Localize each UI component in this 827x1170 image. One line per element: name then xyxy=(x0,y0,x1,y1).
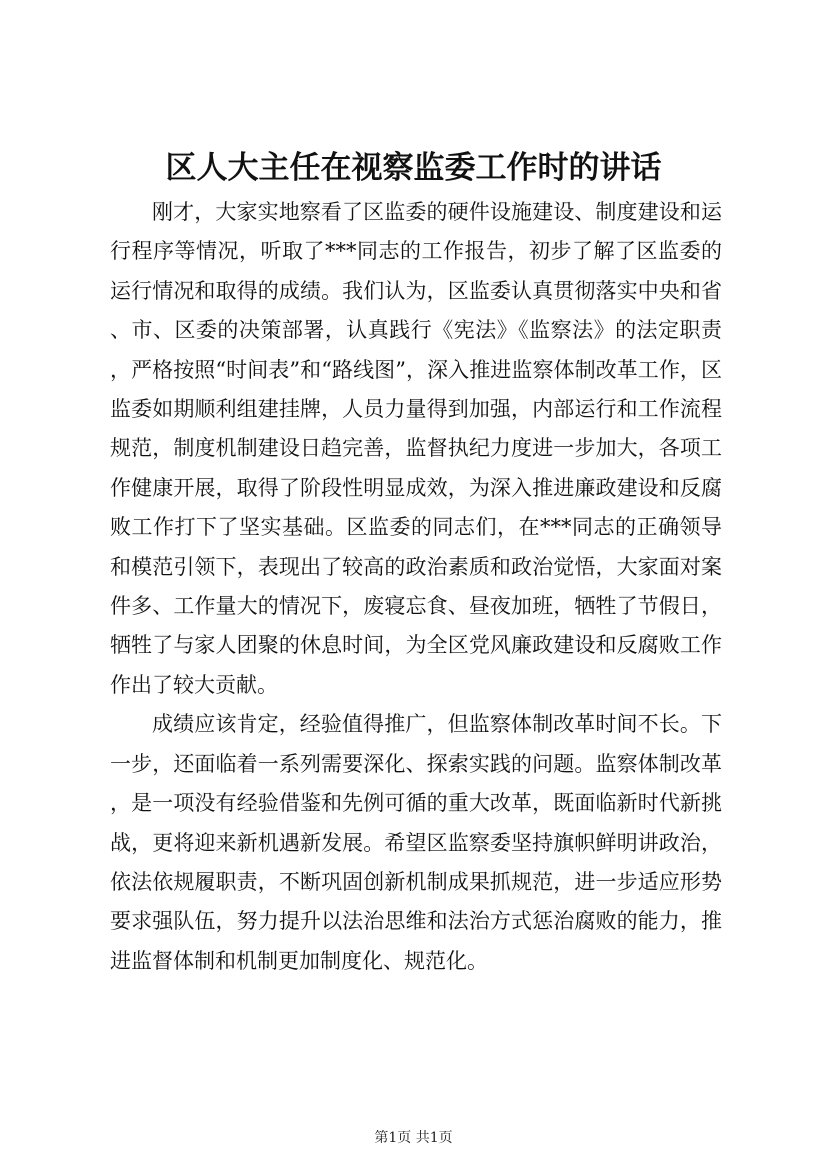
paragraph-1: 刚才，大家实地察看了区监委的硬件设施建设、制度建设和运行程序等情况，听取了***同志的工作报告，初步了解了区监委的运行情况和取得的成绩。我们认为，区监委认真贯彻落实中央和省、市、区委的决策部署，认真践行《宪法》《监察法》的法定职责，严格按照“时间表”和“路线图”，深入推进监察体制改革工作，区监委如期顺利组建挂牌，人员力量得到加强，内部运行和工作流程规范，制度机制建设日趋完善，监督执纪力度进一步加大，各项工作健康开展，取得了阶段性明显成效，为深入推进廉政建设和反腐败工作打下了坚实基础。区监委的同志们，在***同志的正确领导和模范引领下，表现出了较高的政治素质和政治觉悟，大家面对案件多、工作量大的情况下，废寝忘食、昼夜加班，牺牲了节假日，牺牲了与家人团聚的休息时间，为全区党风廉政建设和反腐败工作作出了较大贡献。 xyxy=(110,200,722,697)
document-title: 区人大主任在视察监委工作时的讲话 xyxy=(165,150,662,186)
page-footer: 第1页 共1页 xyxy=(374,1130,453,1146)
document-body xyxy=(110,193,722,981)
paragraph-2: 成绩应该肯定，经验值得推广，但监察体制改革时间不长。下一步，还面临着一系列需要深化、探索实践的问题。监察体制改革，是一项没有经验借鉴和先例可循的重大改革，既面临新时代新挑战，更将迎来新机遇新发展。希望区监察委坚持旗帜鲜明讲政治，依法依规履职责，不断巩固创新机制成果抓规范，进一步适应形势要求强队伍，努力提升以法治思维和法治方式惩治腐败的能力，推进监督体制和机制更加制度化、规范化。 xyxy=(110,712,722,973)
